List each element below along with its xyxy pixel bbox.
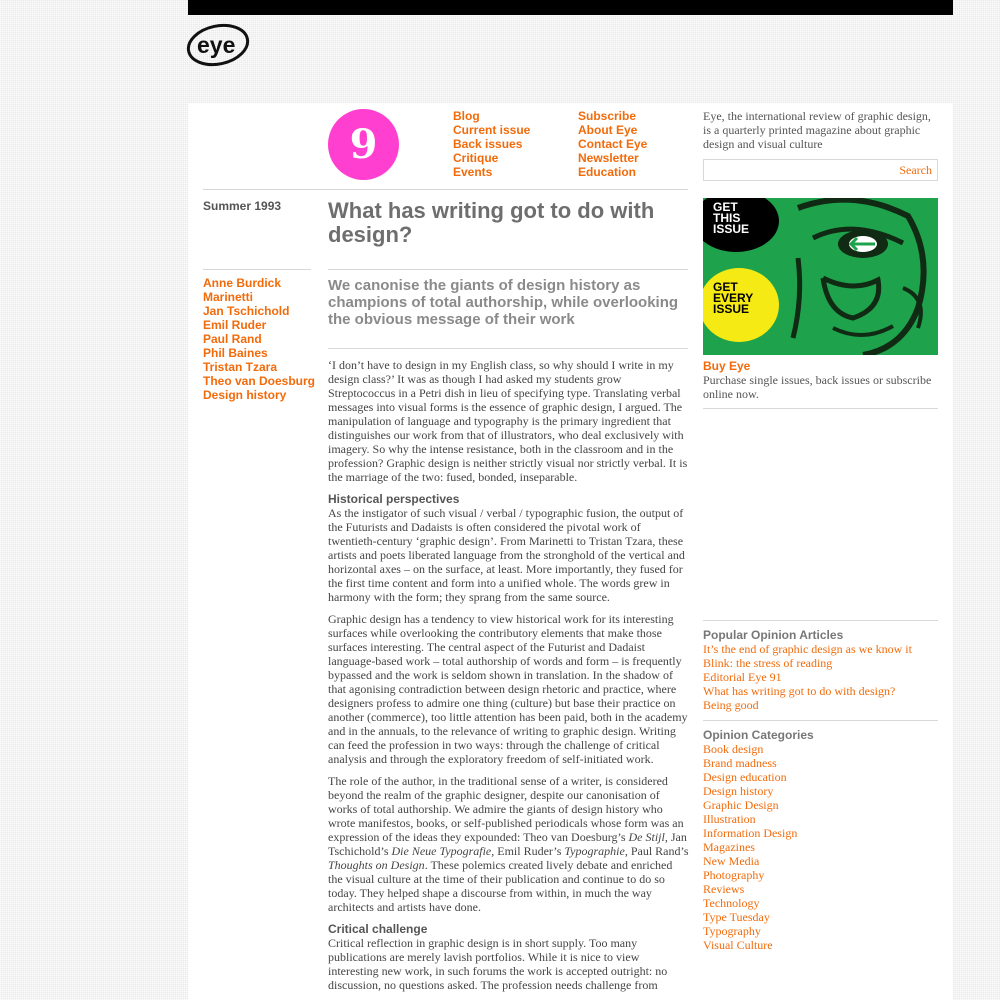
popular-heading: Popular Opinion Articles [703, 628, 844, 642]
category-link[interactable]: Brand madness [703, 756, 777, 770]
nav-newsletter[interactable]: Newsletter [578, 151, 639, 165]
publication-title: Thoughts on Design [328, 858, 425, 872]
paragraph: Critical reflection in graphic design is in short supply. Too many publications are merely lavish portfolios. While it is nice to view interesting new work, in such forums the work is accepted outright: no discussion, no questions asked. The profession needs challenge from [328, 936, 668, 992]
issue-badge[interactable]: 9 [328, 109, 399, 180]
popular-article-link[interactable]: Editorial Eye 91 [703, 670, 782, 684]
paragraph: ‘I don’t have to design in my English class, so why should I write in my design class?’ It was as though I had asked my students grow Streptococcus in a Petri dish in lieu of specifying type. Translating verbal messages into visual forms is the essence of graphic design, I argued. The manipulation of language and typography is the primary ingredient that distinguishes our work from that of illustrators, who deal exclusively with imagery. So why the intense resistance, both in the classroom and in the profession? Graphic design is neither strictly visual nor strictly verbal. It is the marriage of the two: fused, bonded, inseparable. [328, 358, 688, 484]
article-standfirst: We canonise the giants of design history as champions of total authorship, while overlooking the obvious message of their work [328, 277, 679, 328]
category-link[interactable]: Type Tuesday [703, 910, 770, 924]
primary-nav [453, 109, 530, 179]
article-tags [203, 276, 315, 402]
search-button[interactable]: Search [899, 163, 932, 177]
tag-link[interactable]: Anne Burdick [203, 276, 282, 290]
badge-line: ISSUE [713, 302, 750, 316]
text-run: , Jan Tschichold’s [328, 830, 687, 858]
nav-events[interactable]: Events [453, 165, 493, 179]
tag-link[interactable]: Marinetti [203, 290, 254, 304]
badge-line: GET [713, 280, 738, 294]
popular-article-link[interactable]: Blink: the stress of reading [703, 656, 833, 670]
nav-contact-eye[interactable]: Contact Eye [578, 137, 648, 151]
publication-title: Die Neue Typografie [391, 844, 492, 858]
category-link[interactable]: Information Design [703, 826, 798, 840]
top-bar [188, 0, 953, 15]
nav-current-issue[interactable]: Current issue [453, 123, 531, 137]
tag-link[interactable]: Paul Rand [203, 332, 262, 346]
buy-eye-link[interactable]: Buy Eye [703, 359, 751, 373]
publication-title: Typographie [564, 844, 625, 858]
nav-subscribe[interactable]: Subscribe [578, 109, 637, 123]
paragraph [328, 774, 690, 914]
popular-article-link[interactable]: It’s the end of graphic design as we know it [703, 642, 912, 656]
popular-list [703, 642, 938, 712]
category-link[interactable]: Magazines [703, 840, 755, 854]
get-issue-promo[interactable] [703, 198, 938, 355]
logo-text: eye [197, 32, 236, 58]
category-link[interactable]: Design history [703, 784, 774, 798]
publication-title: De Stijl [628, 830, 665, 844]
tag-link[interactable]: Theo van Doesburg [203, 374, 316, 388]
nav-back-issues[interactable]: Back issues [453, 137, 523, 151]
text-run: . These polemics created lively debate and enriched the visual culture at the time of their publication and continue to do so today. They helped shape a discourse from within, in much the way architects and artists have done. [328, 858, 673, 914]
buy-eye-description: Purchase single issues, back issues or subscribe online now. [703, 373, 932, 401]
section-heading: Historical perspectives [328, 492, 460, 506]
category-link[interactable]: Design education [703, 770, 787, 784]
text-run: , Emil Ruder’s [491, 844, 565, 858]
badge-line: EVERY [713, 291, 754, 305]
eye-logo[interactable] [186, 23, 252, 67]
nav-critique[interactable]: Critique [453, 151, 499, 165]
main-panel [188, 103, 953, 1000]
popular-articles [703, 628, 938, 712]
tag-link[interactable]: Design history [203, 388, 287, 402]
category-link[interactable]: Technology [703, 896, 760, 910]
nav-blog[interactable]: Blog [453, 109, 480, 123]
issue-date: Summer 1993 [203, 199, 282, 213]
divider [328, 269, 688, 270]
site-intro: Eye, the international review of graphic design, is a quarterly printed magazine about graphic design and visual culture [703, 109, 931, 151]
category-link[interactable]: Illustration [703, 812, 756, 826]
article-title: What has writing got to do with design? [328, 198, 655, 247]
categories-list [703, 742, 938, 952]
categories-heading: Opinion Categories [703, 728, 814, 742]
category-link[interactable]: Photography [703, 868, 765, 882]
secondary-nav [578, 109, 647, 179]
divider [703, 620, 938, 621]
badge-line: THIS [713, 211, 741, 225]
paragraph: As the instigator of such visual / verbal / typographic fusion, the output of the Futurists and Dadaists is often considered the pivotal work of twentieth-century ‘graphic design’. From Marinetti to Tristan Tzara, these artists and poets liberated language from the stronghold of the vertical and horizontal axes – on the surface, at least. More importantly, they fused for the first time content and form into a unified whole. The words grew in harmony with the form; they sprang from the same source. [328, 506, 685, 604]
divider [703, 408, 938, 409]
divider [203, 189, 688, 190]
opinion-categories [703, 728, 938, 952]
divider [203, 269, 311, 270]
tag-link[interactable]: Phil Baines [203, 346, 268, 360]
article-body [328, 358, 690, 1000]
tag-link[interactable]: Emil Ruder [203, 318, 267, 332]
category-link[interactable]: Book design [703, 742, 764, 756]
paragraph: Graphic design has a tendency to view historical work for its interesting surfaces while overlooking the contributory elements that make those surfaces interesting. The central aspect of the Futurist and Dadaist language-based work – total authorship of words and form – is frequently bypassed and the work is seldom shown in translation. In the shadow of that agonising contradiction between design rhetoric and practice, where designers profess to admire one thing (culture) but base their practice on another (commerce), too little attention has been paid, both in the academy and in the annuals, to the relevance of writing to graphic design. Writing can feed the profession in two ways: through the challenge of critical analysis and through the exploratory freedom of self-initiated work. [328, 612, 688, 766]
category-link[interactable]: Visual Culture [703, 938, 773, 952]
text-run: The role of the author, in the traditional sense of a writer, is considered beyond the realm of the graphic designer, despite our canonisation of works of total authorship. We admire the giants of design history who wrote manifestos, books, or self-published periodicals whose form was an expression of the ideas they expounded: Theo van Doesburg’s [328, 774, 684, 844]
tag-link[interactable]: Jan Tschichold [203, 304, 290, 318]
text-run: , Paul Rand’s [624, 844, 689, 858]
nav-education[interactable]: Education [578, 165, 637, 179]
popular-article-link[interactable]: What has writing got to do with design? [703, 684, 896, 698]
tag-link[interactable]: Tristan Tzara [203, 360, 278, 374]
search-field[interactable] [703, 159, 938, 181]
divider [328, 348, 688, 349]
nav-about-eye[interactable]: About Eye [578, 123, 638, 137]
category-link[interactable]: Reviews [703, 882, 745, 896]
section-heading: Critical challenge [328, 922, 428, 936]
badge-line: ISSUE [713, 222, 750, 236]
popular-article-link[interactable]: Being good [703, 698, 759, 712]
badge-line: GET [713, 200, 738, 214]
category-link[interactable]: Typography [703, 924, 761, 938]
divider [703, 720, 938, 721]
category-link[interactable]: Graphic Design [703, 798, 779, 812]
category-link[interactable]: New Media [703, 854, 760, 868]
